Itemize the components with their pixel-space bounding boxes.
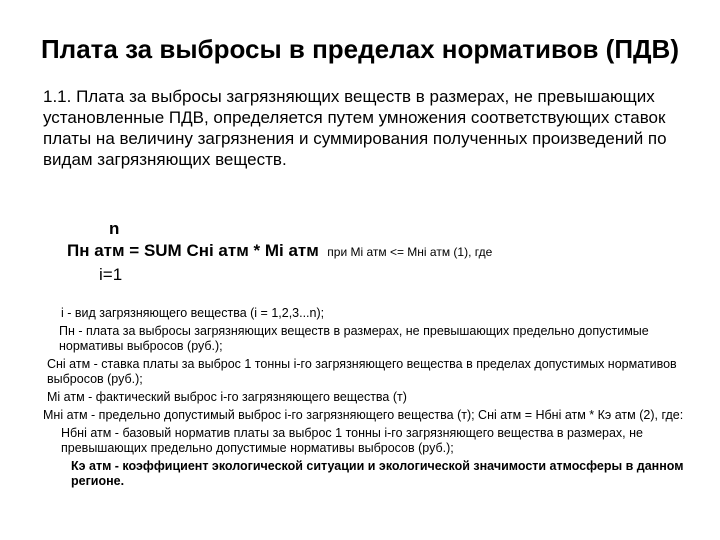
definition-mni: Мнi атм - предельно допустимый выброс i-го загрязняющего вещества (т); Снi атм = Нбнi атм * Кэ атм (2), где: <box>43 408 684 422</box>
formula-expression: Пн атм = SUM Снi атм * Мi атм <box>67 241 319 260</box>
definition-i: i - вид загрязняющего вещества (i = 1,2,3...n); <box>61 306 325 320</box>
definition-cni: Снi атм - ставка платы за выброс 1 тонны i-го загрязняющего вещества в пределах допустимых нормативов выбросов (руб.); <box>47 357 677 386</box>
definition-mi: Мi атм - фактический выброс i-го загрязняющего вещества (т) <box>47 390 407 404</box>
sum-lower-limit: i=1 <box>99 265 123 284</box>
definition-ke: Кэ атм - коэффициент экологической ситуации и экологической значимости атмосферы в данном регионе. <box>71 459 684 488</box>
definition-nbni: Нбнi атм - базовый норматив платы за выброс 1 тонны i-го загрязняющего вещества в размерах, не превышающих предельно допустимые нормативы выбросов (руб.); <box>61 426 643 455</box>
slide-title: Плата за выбросы в пределах нормативов (ПДВ) <box>40 34 679 64</box>
sum-upper-limit: n <box>109 219 120 238</box>
definitions-list <box>43 306 703 489</box>
definition-pn: Пн - плата за выбросы загрязняющих веществ в размерах, не превышающих предельно допустимые нормативы выбросов (руб.); <box>59 324 649 353</box>
formula-line <box>67 241 492 261</box>
formula-block <box>0 213 720 288</box>
intro-paragraph: 1.1. Плата за выбросы загрязняющих веществ в размерах, не превышающих установленные ПДВ, определяется путем умножения соответствующих ставок платы на величину загрязнения и суммирования полученных произведений по видам загрязняющих веществ. <box>43 87 667 169</box>
formula-condition: при Мi атм <= Мнi атм (1), где <box>327 245 493 259</box>
